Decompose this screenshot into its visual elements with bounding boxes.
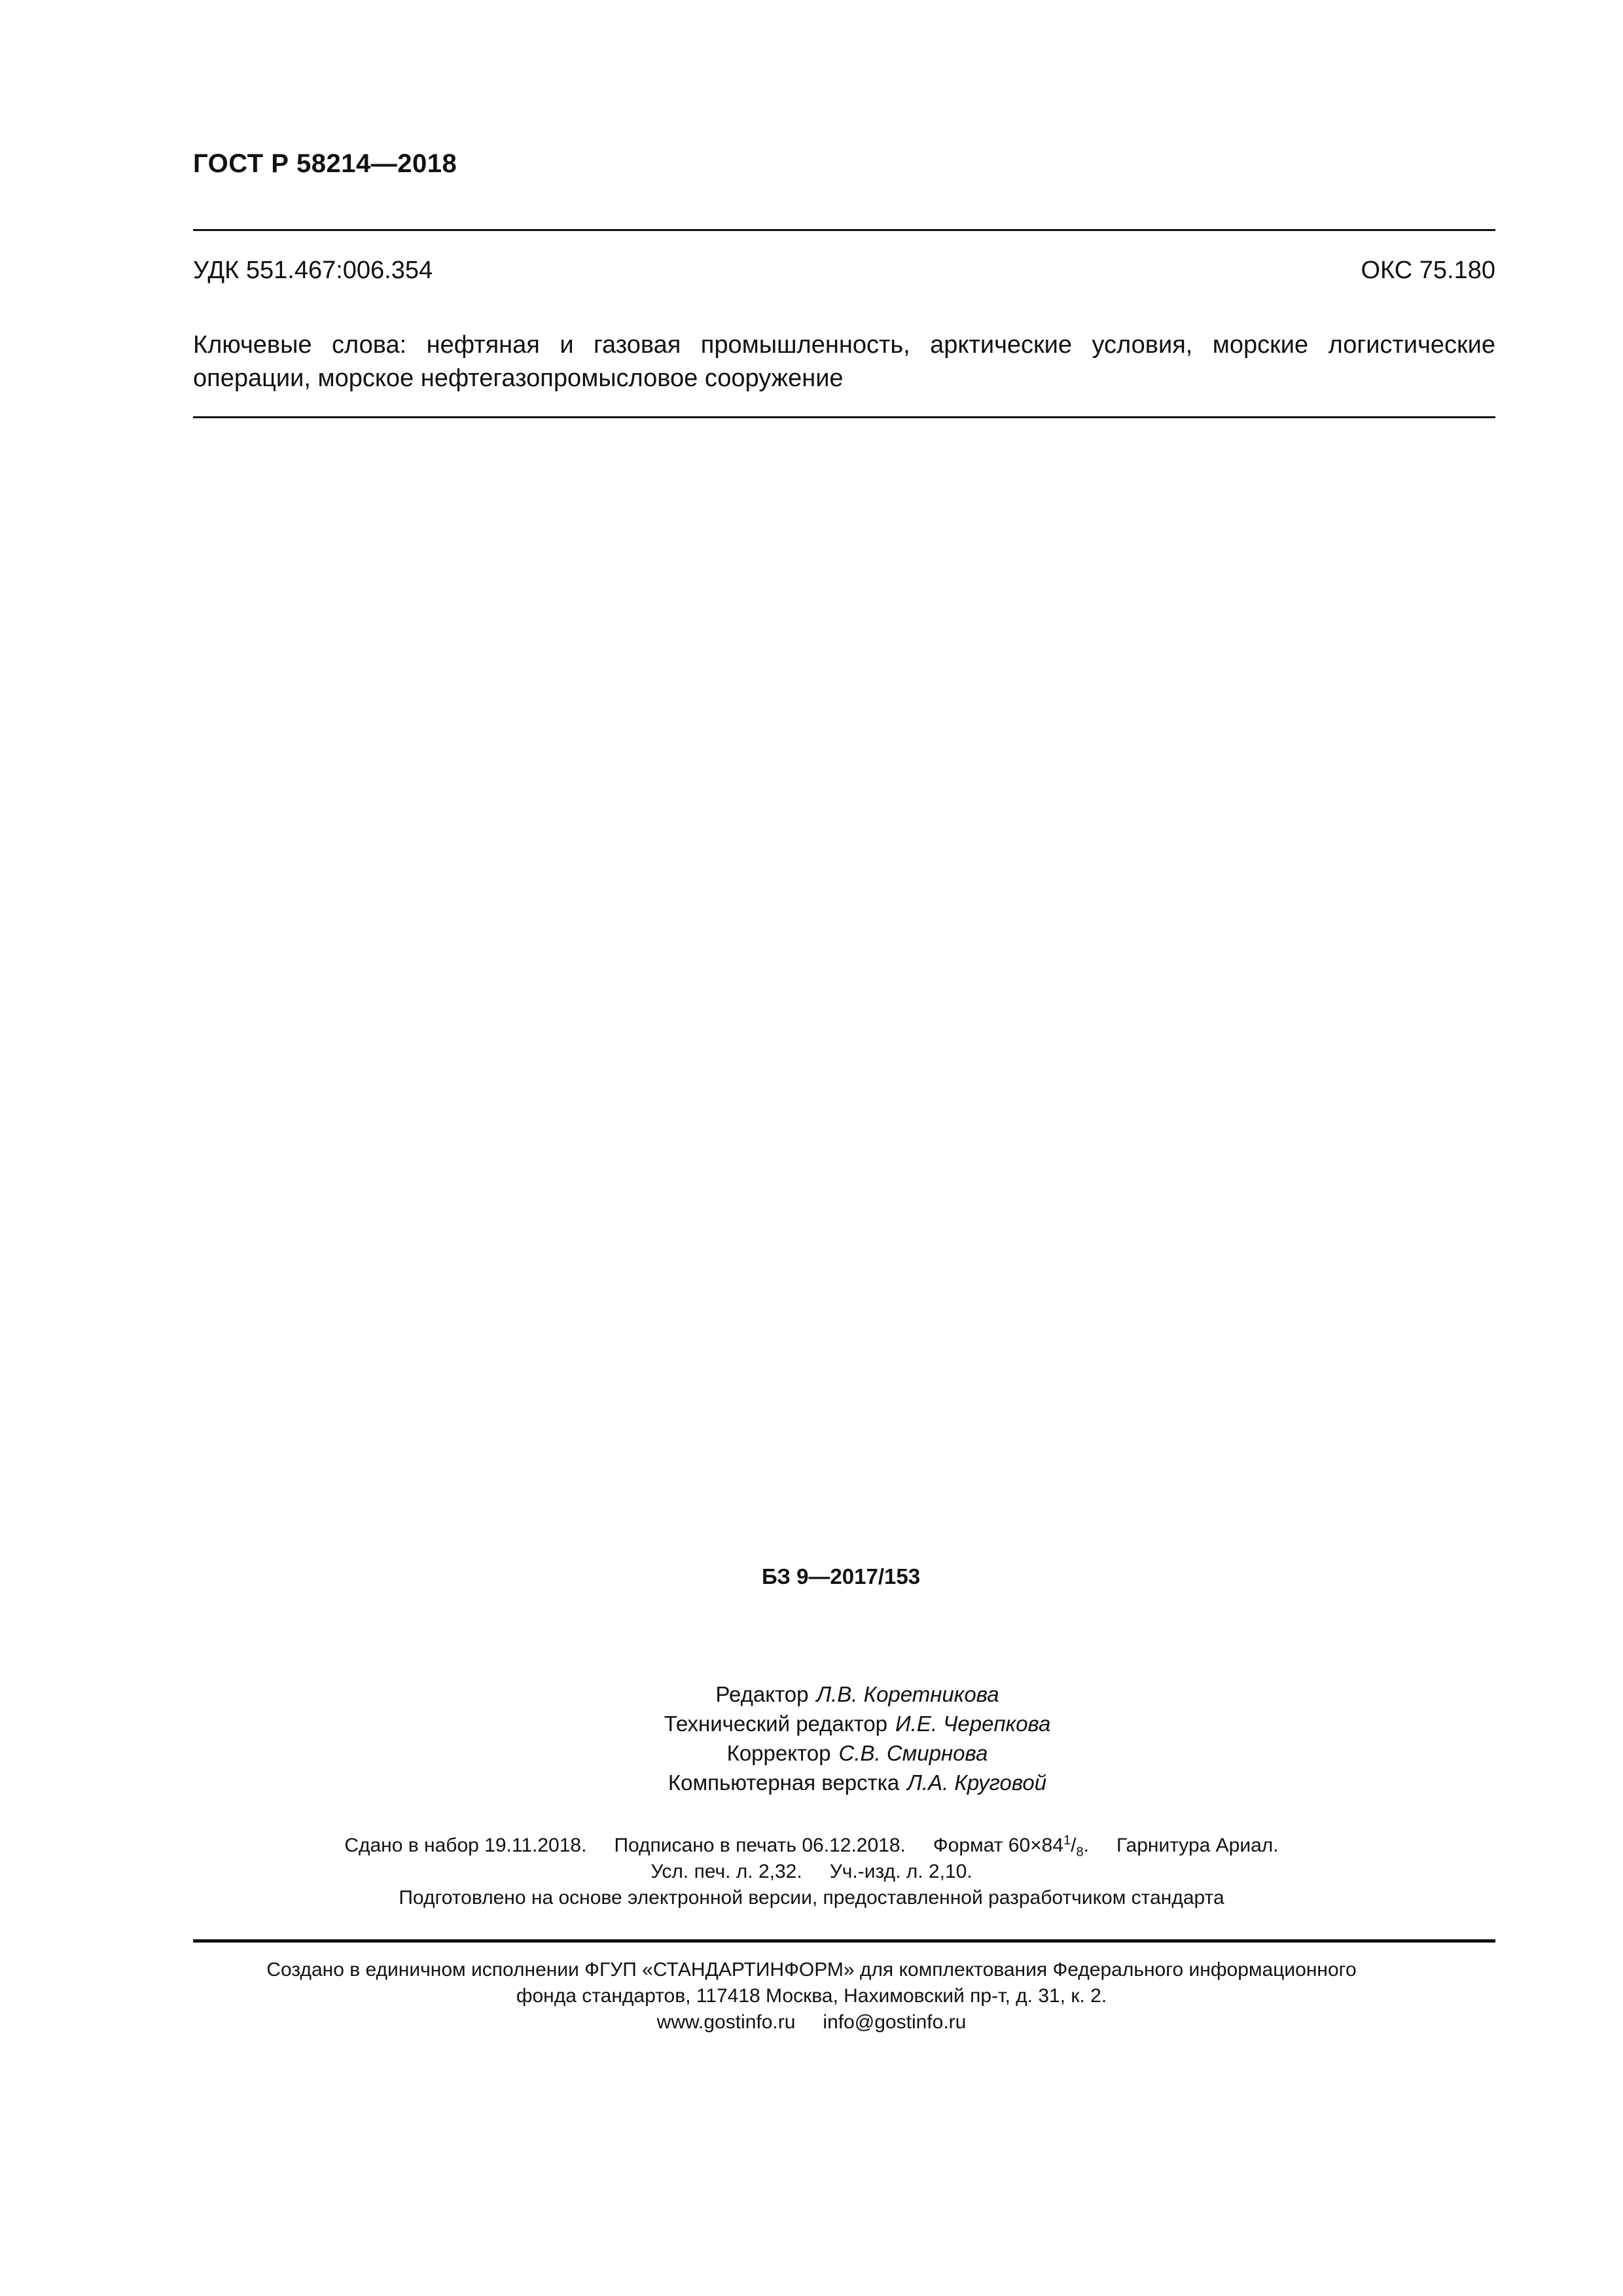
bz-line (0, 1564, 1623, 1589)
footer-contacts (0, 2009, 1623, 2036)
paper-format: Формат $60\times 84^1/_8$. (933, 1833, 1089, 1859)
footer-divider (193, 1939, 1495, 1943)
publisher-sheets: Уч.-изд. л. 2,10. (829, 1861, 972, 1882)
website-link[interactable]: www.gostinfo.ru (656, 2011, 796, 2033)
credit-person: Л.А. Круговой (907, 1770, 1047, 1795)
credit-person: С.В. Смирнова (838, 1741, 988, 1765)
signed-date: Подписано в печать 06.12.2018. (614, 1835, 906, 1856)
publisher-footer (0, 1957, 1623, 2036)
keywords-label: Ключевые слова: (193, 331, 407, 359)
credits-block (0, 1679, 1623, 1797)
credits-list (664, 1679, 1051, 1797)
footer-line-2: фонда стандартов, 117418 Москва, Нахимовский пр-т, д. 31, к. 2. (516, 1985, 1107, 2007)
print-info-row-2 (0, 1859, 1623, 1885)
keywords-paragraph (193, 329, 1495, 395)
format-prefix: Формат 60×84 (933, 1835, 1064, 1856)
typeface: Гарнитура Ариал. (1116, 1835, 1279, 1856)
format-numerator: 1 (1063, 1833, 1071, 1848)
credit-editor (664, 1679, 1051, 1709)
credit-role: Корректор (726, 1741, 831, 1765)
credit-person: Л.В. Коретникова (816, 1682, 999, 1706)
credit-technical-editor (664, 1709, 1051, 1738)
top-divider (193, 229, 1495, 231)
footer-line-1: Создано в единичном исполнении ФГУП «СТАНДАРТИНФОРМ» для комплектования Федерального информационного (266, 1959, 1357, 1981)
keywords-divider (193, 416, 1495, 418)
credit-layout (664, 1768, 1051, 1797)
print-sheets: Усл. печ. л. 2,32. (651, 1861, 802, 1882)
credit-proofreader (664, 1738, 1051, 1768)
submitted-date: Сдано в набор 19.11.2018. (344, 1835, 587, 1856)
credit-role: Компьютерная верстка (668, 1770, 900, 1795)
print-info-row-1 (0, 1833, 1623, 1859)
credit-role: Редактор (715, 1682, 809, 1706)
prepared-note: Подготовлено на основе электронной версии, предоставленной разработчиком стандарта (399, 1887, 1224, 1909)
oks-code: ОКС 75.180 (1361, 257, 1495, 284)
format-denominator: 8 (1076, 1845, 1084, 1859)
bz-number: БЗ 9—2017/153 (761, 1564, 921, 1588)
format-suffix: . (1083, 1835, 1089, 1856)
document-code: ГОСТ Р 58214—2018 (193, 149, 457, 178)
email-link[interactable]: info@gostinfo.ru (823, 2011, 967, 2033)
keywords-text: нефтяная и газовая промышленность, арктические условия, морские логистические операции, морское нефтегазопромысловое сооружение (193, 331, 1495, 392)
udk-code: УДК 551.467:006.354 (193, 257, 433, 284)
credit-person: И.Е. Черепкова (895, 1712, 1051, 1736)
credit-role: Технический редактор (664, 1712, 888, 1736)
print-info-block (0, 1833, 1623, 1911)
